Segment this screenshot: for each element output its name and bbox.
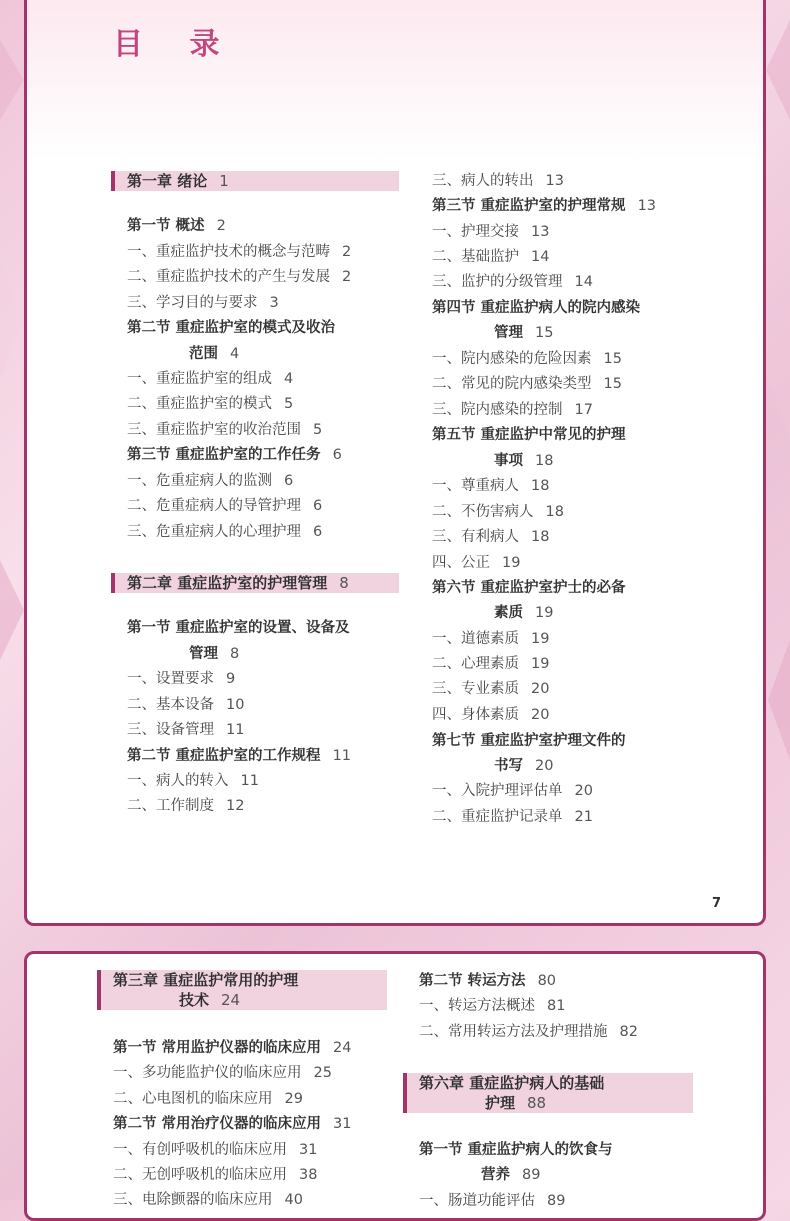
decor-triangle — [766, 20, 790, 120]
item-entry[interactable] — [432, 654, 549, 674]
decor-triangle — [0, 260, 22, 380]
item-entry[interactable] — [127, 522, 322, 542]
section-title-cont: 营养 — [481, 1167, 510, 1183]
page-number: 19 — [531, 656, 550, 672]
section-title: 第一节 重症监护室的设置、设备及 — [127, 620, 350, 636]
section-entry[interactable] — [432, 298, 640, 318]
section-entry[interactable] — [419, 971, 556, 991]
page-number: 18 — [545, 504, 564, 520]
page-number: 1 — [219, 172, 229, 190]
item-title: 一、设置要求 — [127, 671, 214, 687]
item-entry[interactable] — [113, 1140, 317, 1160]
section-title: 第三节 重症监护室的工作任务 — [127, 447, 321, 463]
item-title: 三、重症监护室的收治范围 — [127, 422, 301, 438]
decor-triangle — [0, 560, 24, 660]
item-title: 一、危重症病人的监测 — [127, 473, 272, 489]
item-entry[interactable] — [127, 695, 244, 715]
item-entry[interactable] — [113, 1089, 303, 1109]
item-title: 一、入院护理评估单 — [432, 783, 563, 799]
section-title: 第六节 重症监护室护士的必备 — [432, 580, 626, 596]
item-entry[interactable] — [432, 247, 549, 267]
item-entry[interactable] — [432, 171, 564, 191]
item-title: 二、不伤害病人 — [432, 504, 534, 520]
page-number: 15 — [535, 325, 554, 341]
section-title: 第二节 转运方法 — [419, 973, 526, 989]
chapter-title-cont: 技术 — [179, 991, 210, 1009]
item-title: 三、设备管理 — [127, 722, 214, 738]
item-title: 三、危重症病人的心理护理 — [127, 524, 301, 540]
item-entry[interactable] — [127, 394, 293, 414]
section-title: 第一节 常用监护仪器的临床应用 — [113, 1040, 322, 1056]
page-number: 14 — [531, 249, 550, 265]
page-number: 11 — [240, 773, 259, 789]
item-entry[interactable] — [432, 400, 593, 420]
section-entry[interactable] — [419, 1140, 613, 1160]
item-entry[interactable] — [432, 374, 622, 394]
item-entry[interactable] — [127, 496, 322, 516]
item-entry[interactable] — [432, 807, 593, 827]
item-title: 一、多功能监护仪的临床应用 — [113, 1065, 302, 1081]
page-number: 6 — [332, 447, 342, 463]
chapter-title: 第一章 绪论 — [127, 172, 208, 190]
section-entry[interactable] — [127, 318, 335, 338]
page-number: 19 — [535, 605, 554, 621]
page-number: 4 — [230, 346, 240, 362]
item-title: 二、常用转运方法及护理措施 — [419, 1024, 608, 1040]
item-title: 一、肠道功能评估 — [419, 1193, 535, 1209]
section-entry-cont[interactable] — [494, 756, 553, 776]
page-number: 8 — [230, 646, 240, 662]
item-title: 二、重症监护记录单 — [432, 809, 563, 825]
item-entry[interactable] — [419, 1022, 638, 1042]
page-number: 9 — [226, 671, 236, 687]
item-entry[interactable] — [127, 369, 293, 389]
page-number: 18 — [531, 529, 550, 545]
page-number-footer: 7 — [712, 896, 722, 911]
section-entry[interactable] — [113, 1038, 352, 1058]
page-number: 10 — [226, 697, 245, 713]
decor-triangle — [768, 640, 790, 760]
item-title: 二、心电图机的临床应用 — [113, 1091, 273, 1107]
item-title: 一、重症监护技术的概念与范畴 — [127, 244, 330, 260]
page-number: 3 — [269, 295, 279, 311]
item-title: 一、有创呼吸机的临床应用 — [113, 1142, 287, 1158]
decor-triangle — [766, 300, 790, 440]
page-number: 29 — [284, 1091, 303, 1107]
page-number: 31 — [333, 1116, 352, 1132]
item-entry[interactable] — [432, 502, 564, 522]
page-number: 18 — [535, 453, 554, 469]
item-title: 四、公正 — [432, 555, 490, 571]
section-title-cont: 管理 — [494, 325, 523, 341]
section-title-cont: 范围 — [189, 346, 218, 362]
page-number: 6 — [313, 524, 323, 540]
page-number: 80 — [537, 973, 557, 989]
item-entry[interactable] — [127, 771, 259, 791]
page-number: 20 — [531, 707, 550, 723]
page-number: 20 — [535, 758, 554, 774]
chapter-title-cont: 护理 — [485, 1094, 516, 1112]
page-number: 2 — [216, 218, 226, 234]
section-entry[interactable] — [127, 746, 351, 766]
item-entry[interactable] — [113, 1165, 317, 1185]
page-number: 2 — [342, 269, 352, 285]
decor-triangle — [0, 40, 24, 120]
item-entry[interactable] — [432, 476, 549, 496]
chapter-heading[interactable] — [403, 1073, 693, 1113]
item-entry[interactable] — [432, 679, 549, 699]
page-number: 82 — [619, 1024, 638, 1040]
page-number: 19 — [531, 631, 550, 647]
item-entry[interactable] — [127, 669, 235, 689]
section-title: 第一节 概述 — [127, 218, 205, 234]
item-entry[interactable] — [113, 1190, 303, 1210]
item-entry[interactable] — [127, 267, 351, 287]
page-number: 81 — [547, 998, 566, 1014]
section-entry-cont[interactable] — [494, 323, 553, 343]
page-number: 15 — [603, 376, 622, 392]
page-number: 17 — [574, 402, 593, 418]
page-number: 2 — [342, 244, 352, 260]
page-number: 13 — [637, 198, 657, 214]
section-title: 第一节 重症监护病人的饮食与 — [419, 1142, 613, 1158]
item-title: 二、常见的院内感染类型 — [432, 376, 592, 392]
item-title: 一、护理交接 — [432, 224, 519, 240]
section-title-cont: 事项 — [494, 453, 523, 469]
item-title: 四、身体素质 — [432, 707, 519, 723]
section-entry[interactable] — [432, 578, 626, 598]
section-entry-cont[interactable] — [494, 603, 553, 623]
page-number: 89 — [547, 1193, 566, 1209]
page-number: 20 — [574, 783, 593, 799]
section-entry[interactable] — [127, 445, 342, 465]
section-entry[interactable] — [127, 618, 350, 638]
section-entry[interactable] — [432, 425, 626, 445]
item-entry[interactable] — [127, 242, 351, 262]
item-entry[interactable] — [432, 349, 622, 369]
item-title: 二、无创呼吸机的临床应用 — [113, 1167, 287, 1183]
item-entry[interactable] — [432, 527, 549, 547]
section-title: 第二节 常用治疗仪器的临床应用 — [113, 1116, 322, 1132]
item-entry[interactable] — [127, 471, 293, 491]
item-title: 二、危重症病人的导管护理 — [127, 498, 301, 514]
item-entry[interactable] — [432, 222, 549, 242]
page-number: 19 — [502, 555, 521, 571]
item-title: 一、病人的转入 — [127, 773, 229, 789]
item-title: 三、有利病人 — [432, 529, 519, 545]
page-title: 目 录 — [113, 27, 238, 62]
section-entry[interactable] — [432, 731, 626, 751]
section-entry[interactable] — [432, 196, 656, 216]
page-number: 13 — [545, 173, 564, 189]
item-entry[interactable] — [432, 629, 549, 649]
item-entry[interactable] — [419, 1191, 565, 1211]
item-entry[interactable] — [127, 796, 244, 816]
page-number: 6 — [284, 473, 294, 489]
section-entry-cont[interactable] — [481, 1165, 540, 1185]
item-entry[interactable] — [432, 553, 520, 573]
section-entry-cont[interactable] — [189, 644, 239, 664]
page-number: 38 — [299, 1167, 318, 1183]
page-number: 21 — [574, 809, 593, 825]
item-entry[interactable] — [419, 996, 565, 1016]
chapter-title: 第三章 重症监护常用的护理 — [113, 971, 299, 989]
item-entry[interactable] — [113, 1063, 332, 1083]
page-number: 25 — [313, 1065, 332, 1081]
item-title: 二、工作制度 — [127, 798, 214, 814]
item-title: 二、基本设备 — [127, 697, 214, 713]
page-number: 24 — [333, 1040, 352, 1056]
section-entry-cont[interactable] — [189, 344, 239, 364]
item-entry[interactable] — [432, 705, 549, 725]
page-number: 11 — [332, 748, 352, 764]
item-entry[interactable] — [127, 720, 244, 740]
chapter-title: 第二章 重症监护室的护理管理 — [127, 574, 328, 592]
chapter-title: 第六章 重症监护病人的基础 — [419, 1074, 605, 1092]
toc-page-8 — [24, 951, 766, 1221]
chapter-heading[interactable] — [111, 573, 399, 593]
item-title: 二、重症监护技术的产生与发展 — [127, 269, 330, 285]
page-number: 14 — [574, 274, 593, 290]
page-number: 5 — [313, 422, 323, 438]
section-title: 第四节 重症监护病人的院内感染 — [432, 300, 641, 316]
item-entry[interactable] — [432, 781, 593, 801]
item-title: 一、尊重病人 — [432, 478, 519, 494]
page-number: 88 — [527, 1094, 547, 1112]
section-title: 第二节 重症监护室的工作规程 — [127, 748, 321, 764]
item-title: 三、监护的分级管理 — [432, 274, 563, 290]
section-title: 第二节 重症监护室的模式及收治 — [127, 320, 336, 336]
item-title: 一、院内感染的危险因素 — [432, 351, 592, 367]
item-title: 三、学习目的与要求 — [127, 295, 258, 311]
page-number: 6 — [313, 498, 323, 514]
section-entry[interactable] — [113, 1114, 352, 1134]
section-title: 第三节 重症监护室的护理常规 — [432, 198, 626, 214]
page-number: 13 — [531, 224, 550, 240]
section-title: 第七节 重症监护室护理文件的 — [432, 733, 626, 749]
section-title-cont: 书写 — [494, 758, 523, 774]
page-number: 15 — [603, 351, 622, 367]
page-number: 4 — [284, 371, 294, 387]
page-number: 40 — [284, 1192, 303, 1208]
section-title-cont: 素质 — [494, 605, 523, 621]
section-title-cont: 管理 — [189, 646, 218, 662]
page-number: 89 — [522, 1167, 541, 1183]
page-number: 24 — [221, 991, 241, 1009]
item-title: 二、重症监护室的模式 — [127, 396, 272, 412]
page-number: 31 — [299, 1142, 318, 1158]
page-number: 12 — [226, 798, 245, 814]
item-title: 一、重症监护室的组成 — [127, 371, 272, 387]
chapter-heading[interactable] — [111, 171, 399, 191]
page-number: 18 — [531, 478, 550, 494]
page-number: 8 — [339, 574, 349, 592]
section-title: 第五节 重症监护中常见的护理 — [432, 427, 626, 443]
item-title: 三、院内感染的控制 — [432, 402, 563, 418]
item-title: 三、病人的转出 — [432, 173, 534, 189]
item-title: 三、电除颤器的临床应用 — [113, 1192, 273, 1208]
item-title: 一、转运方法概述 — [419, 998, 535, 1014]
page-number: 5 — [284, 396, 294, 412]
section-entry-cont[interactable] — [494, 451, 553, 471]
toc-page-7 — [24, 0, 766, 926]
chapter-heading[interactable] — [97, 970, 387, 1010]
page-number: 11 — [226, 722, 245, 738]
section-entry[interactable] — [127, 216, 226, 236]
item-entry[interactable] — [127, 420, 322, 440]
item-title: 一、道德素质 — [432, 631, 519, 647]
page-number: 20 — [531, 681, 550, 697]
item-entry[interactable] — [127, 293, 279, 313]
item-entry[interactable] — [432, 272, 593, 292]
item-title: 二、心理素质 — [432, 656, 519, 672]
item-title: 二、基础监护 — [432, 249, 519, 265]
item-title: 三、专业素质 — [432, 681, 519, 697]
